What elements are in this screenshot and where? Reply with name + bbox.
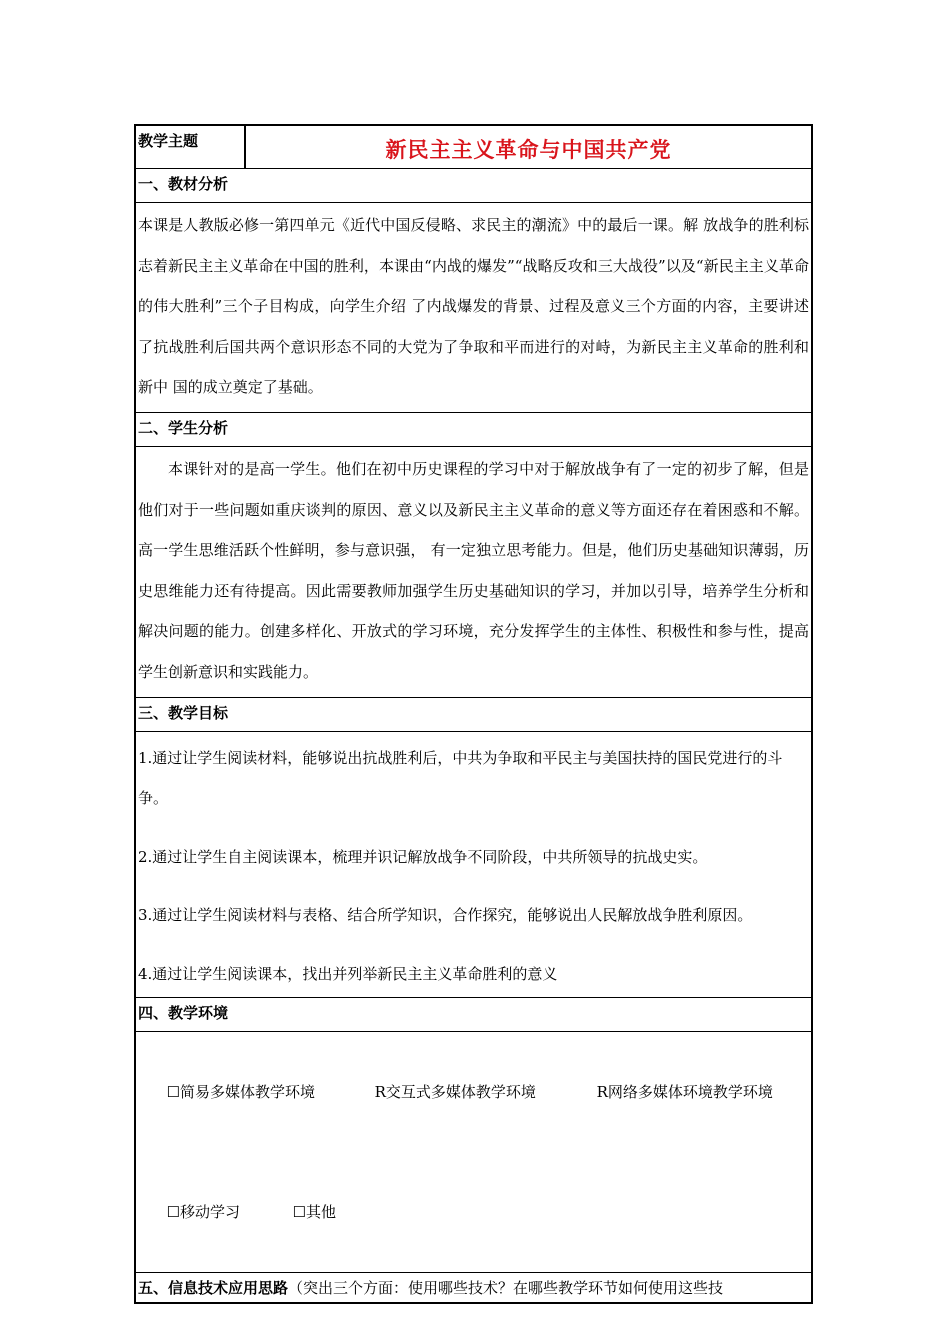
env-option-network-multimedia[interactable]: R网络多媒体环境教学环境 xyxy=(596,1082,773,1101)
env-option-other[interactable]: ☐其他 xyxy=(292,1202,337,1221)
topic-title: 新民主主义革命与中国共产党 xyxy=(385,138,672,162)
section-heading-student-analysis: 二、学生分析 xyxy=(136,412,811,446)
it-application-title: 五、信息技术应用思路 xyxy=(138,1278,289,1297)
goal-item: 1.通过让学生阅读材料，能够说出抗战胜利后，中共为争取和平民主与美国扶持的国民党进行的斗争。 xyxy=(138,748,783,808)
teaching-goals-list xyxy=(136,731,811,997)
it-application-note: （突出三个方面：使用哪些技术？在哪些教学环节如何使用这些技 xyxy=(288,1278,724,1297)
section-heading-teaching-goals: 三、教学目标 xyxy=(136,697,811,731)
textbook-analysis-text: 本课是人教版必修一第四单元《近代中国反侵略、求民主的潮流》中的最后一课。解 放战争的胜利标志着新民主主义革命在中国的胜利，本课由“内战的爆发”“战略反攻和三大战役”以及“新民主主义革命的伟大胜利”三个子目构成，向学生介绍 了内战爆发的背景、过程及意义三个方面的内容，主要讲述了抗战胜利后国共两个意识形态不同的大党为了争取和平而进行的对峙，为新民主主义革命的胜利和新中 国的成立奠定了基础。 xyxy=(136,202,811,412)
teaching-environment-options xyxy=(136,1031,811,1272)
section-heading-textbook-analysis: 一、教材分析 xyxy=(136,168,811,202)
section-heading-teaching-environment: 四、教学环境 xyxy=(136,997,811,1031)
goal-item: 4.通过让学生阅读课本，找出并列举新民主主义革命胜利的意义 xyxy=(138,964,558,983)
lesson-plan-table xyxy=(134,124,813,1304)
env-option-interactive-multimedia[interactable]: R交互式多媒体教学环境 xyxy=(374,1082,536,1101)
goal-item: 2.通过让学生自主阅读课本，梳理并识记解放战争不同阶段，中共所领导的抗战史实。 xyxy=(138,847,708,866)
env-option-simple-multimedia[interactable]: ☐简易多媒体教学环境 xyxy=(166,1082,316,1101)
section-heading-it-application xyxy=(136,1272,811,1302)
topic-label: 教学主题 xyxy=(136,126,246,168)
topic-row xyxy=(136,126,811,168)
goal-item: 3.通过让学生阅读材料与表格、结合所学知识，合作探究，能够说出人民解放战争胜利原因。 xyxy=(138,906,753,925)
student-analysis-text: 本课针对的是高一学生。他们在初中历史课程的学习中对于解放战争有了一定的初步了解，但是他们对于一些问题如重庆谈判的原因、意义以及新民主主义革命的意义等方面还存在着困惑和不解。高一学生思维活跃个性鲜明，参与意识强， 有一定独立思考能力。但是，他们历史基础知识薄弱，历史思维能力还有待提高。因此需要教师加强学生历史基础知识的学习，并加以引导，培养学生分析和解决问题的能力。创建多样化、开放式的学习环境，充分发挥学生的主体性、积极性和参与性，提高学生创新意识和实践能力。 xyxy=(136,446,811,697)
env-option-mobile-learning[interactable]: ☐移动学习 xyxy=(166,1202,241,1221)
